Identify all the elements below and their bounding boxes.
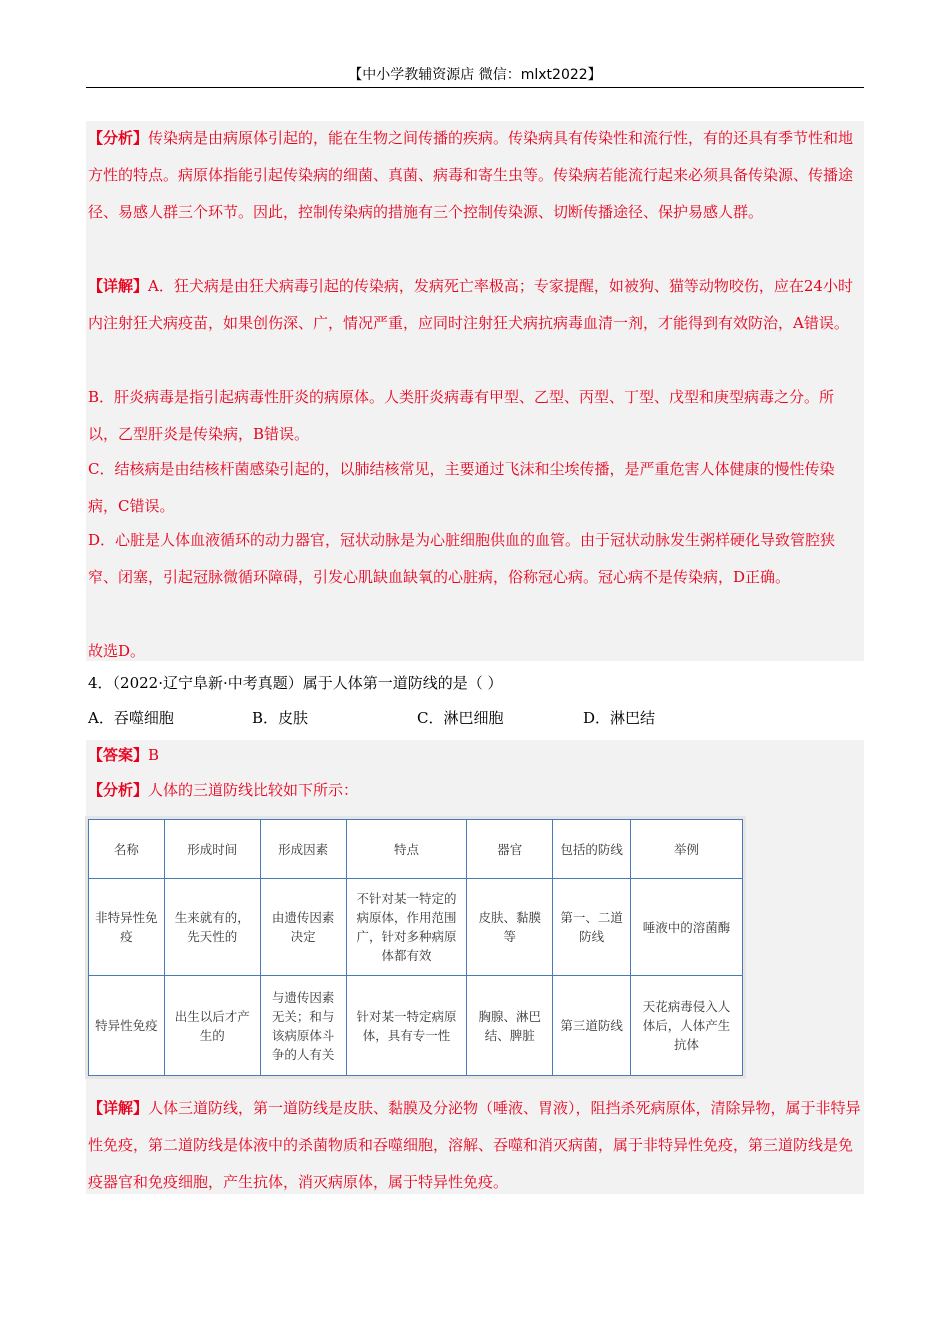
table-cell: 生来就有的，先天性的 [164, 879, 260, 976]
detail-d: D．心脏是人体血液循环的动力器官，冠状动脉是为心脏细胞供血的血管。由于冠状动脉发生粥样硬化导致管腔狭窄、闭塞，引起冠脉微循环障碍，引发心肌缺血缺氧的心脏病，俗称冠心病。冠心病不是传染病，D正确。 [88, 531, 836, 586]
analysis-4 [88, 772, 864, 809]
option-c: C．淋巴细胞 [417, 709, 504, 727]
table-cell: 特异性免疫 [89, 976, 165, 1076]
option-a: A．吞噬细胞 [88, 709, 174, 727]
detail-c: C．结核病是由结核杆菌感染引起的，以肺结核常见，主要通过飞沫和尘埃传播，是严重危害人体健康的慢性传染病，C错误。 [88, 460, 835, 515]
header-rule [86, 87, 864, 88]
option-d: D．淋巴结 [583, 709, 656, 727]
detail-conclusion: 故选D。 [88, 642, 146, 660]
analysis-1 [88, 120, 864, 268]
defense-comparison-table [88, 819, 743, 1076]
detail-label: 【详解】 [88, 277, 149, 295]
analysis-label: 【分析】 [88, 129, 149, 147]
table-cell: 非特异性免疫 [89, 879, 165, 976]
detail-4-text: 人体三道防线，第一道防线是皮肤、黏膜及分泌物（唾液、胃液），阻挡杀死病原体，清除异物，属于非特异性免疫，第二道防线是体液中的杀菌物质和吞噬细胞，溶解、吞噬和消灭病菌，属于非特异性免疫，第三道防线是免疫器官和免疫细胞，产生抗体，消灭病原体，属于特异性免疫。 [88, 1099, 861, 1191]
table-cell: 与遗传因素无关；和与该病原体斗争的人有关 [260, 976, 346, 1076]
answer-label: 【答案】 [88, 746, 149, 764]
detail-a-text: A．狂犬病是由狂犬病毒引起的传染病，发病死亡率极高；专家提醒，如被狗、猫等动物咬伤，应在24小时内注射狂犬病疫苗，如果创伤深、广，情况严重，应同时注射狂犬病抗病毒血清一剂，才能得到有效防治，A错误。 [88, 277, 853, 332]
table-row [89, 879, 743, 976]
detail-b: B．肝炎病毒是指引起病毒性肝炎的病原体。人类肝炎病毒有甲型、乙型、丙型、丁型、戊型和庚型病毒之分。所以，乙型肝炎是传染病，B错误。 [88, 388, 835, 443]
table-cell: 针对某一特定病原体，具有专一性 [346, 976, 467, 1076]
analysis-4-label: 【分析】 [88, 781, 149, 799]
table-cell: 不针对某一特定的病原体，作用范围广，针对多种病原体都有效 [346, 879, 467, 976]
detail-a [88, 268, 864, 379]
table-header-cell: 形成时间 [164, 820, 260, 879]
table-header-row [89, 820, 743, 879]
answer-4 [88, 737, 864, 774]
table-cell: 由遗传因素决定 [260, 879, 346, 976]
table-cell: 皮肤、黏膜等 [467, 879, 553, 976]
table-cell: 出生以后才产生的 [164, 976, 260, 1076]
table-cell: 唾液中的溶菌酶 [631, 879, 743, 976]
table-header-cell: 举例 [631, 820, 743, 879]
option-b: B．皮肤 [252, 709, 309, 727]
question-4-stem: 4．（2022·辽宁阜新·中考真题）属于人体第一道防线的是（ ） [88, 674, 503, 692]
table-cell: 第一、二道防线 [553, 879, 631, 976]
table-header-cell: 特点 [346, 820, 467, 879]
page-header: 【中小学教辅资源店 微信：mlxt2022】 [348, 67, 602, 83]
table-header-cell: 包括的防线 [553, 820, 631, 879]
table-row [89, 976, 743, 1076]
detail-4-label: 【详解】 [88, 1099, 149, 1117]
analysis-text: 传染病是由病原体引起的，能在生物之间传播的疾病。传染病具有传染性和流行性，有的还具有季节性和地方性的特点。病原体指能引起传染病的细菌、真菌、病毒和寄生虫等。传染病若能流行起来必须具备传染源、传播途径、易感人群三个环节。因此，控制传染病的措施有三个控制传染源、切断传播途径、保护易感人群。 [88, 129, 854, 221]
table-header-cell: 器官 [467, 820, 553, 879]
table-cell: 天花病毒侵入人体后，人体产生抗体 [631, 976, 743, 1076]
table-header-cell: 名称 [89, 820, 165, 879]
answer-value: B [148, 746, 160, 764]
table-cell: 第三道防线 [553, 976, 631, 1076]
analysis-4-text: 人体的三道防线比较如下所示： [148, 781, 359, 799]
detail-4 [88, 1090, 864, 1201]
table-header-cell: 形成因素 [260, 820, 346, 879]
table-cell: 胸腺、淋巴结、脾脏 [467, 976, 553, 1076]
